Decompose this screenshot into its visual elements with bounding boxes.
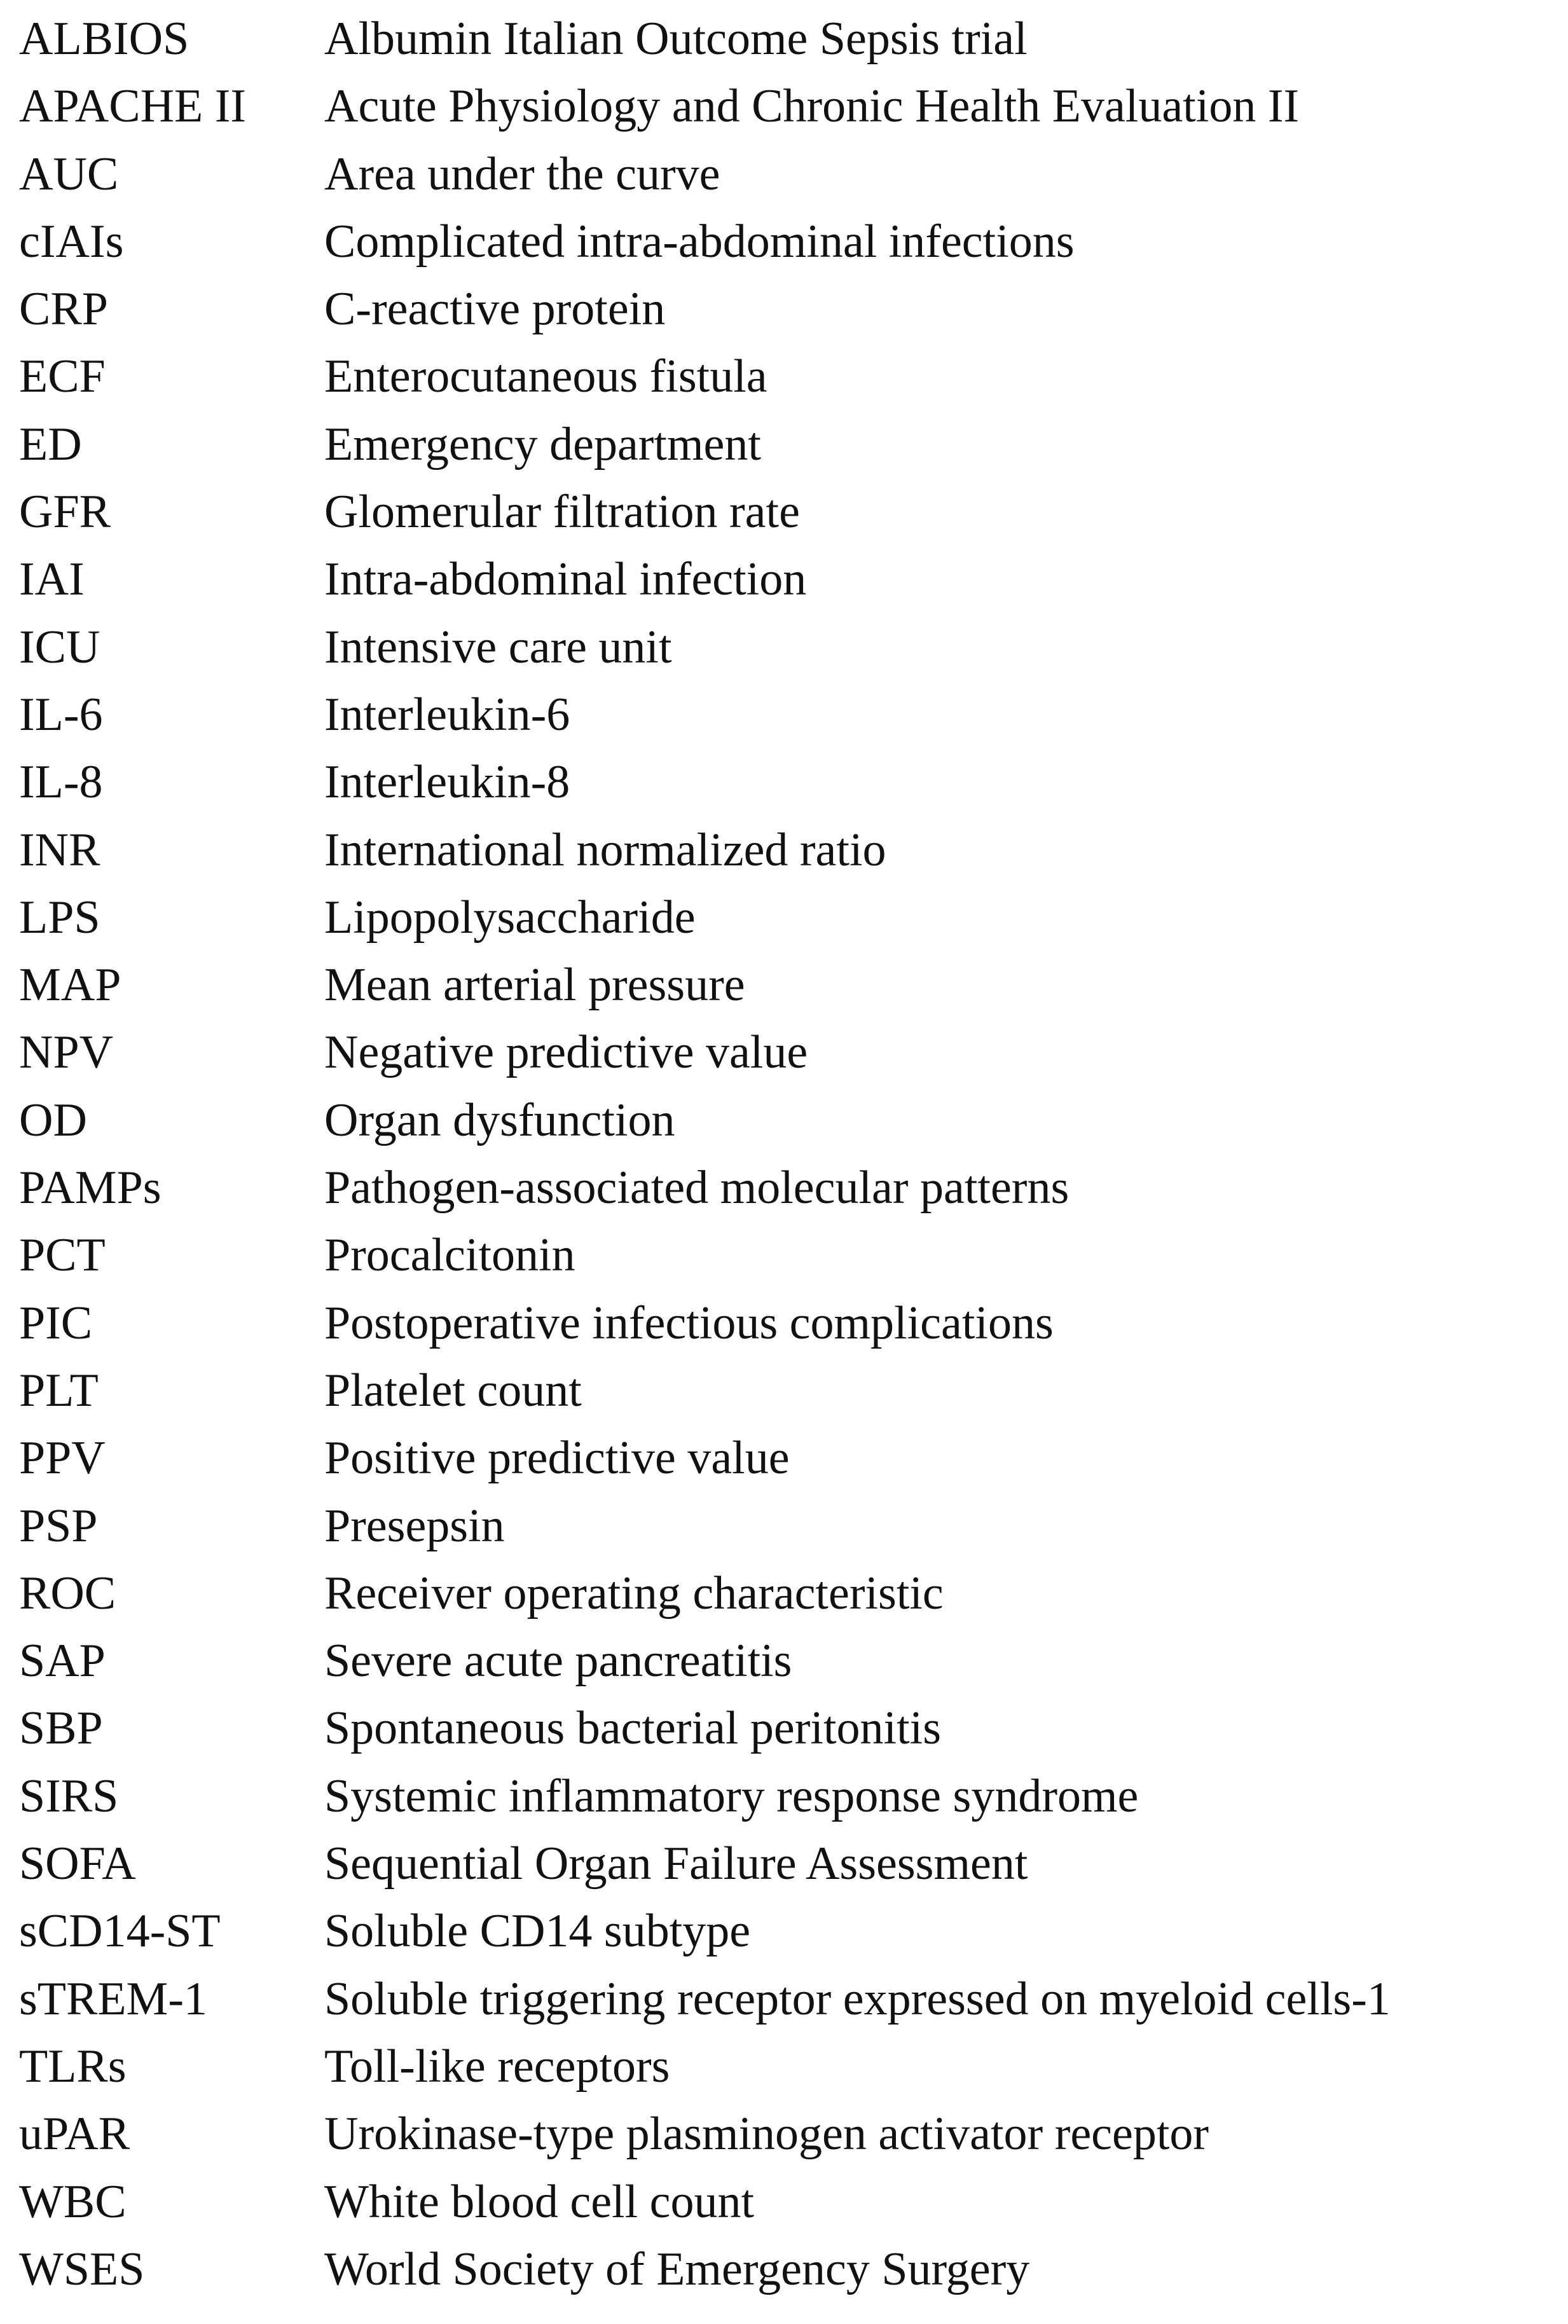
abbreviation-term: WSES [19, 2243, 145, 2295]
abbreviation-definition: Negative predictive value [324, 1026, 808, 1079]
abbreviation-term: MAP [19, 959, 121, 1012]
abbreviation-definition: White blood cell count [324, 2175, 755, 2228]
abbreviation-term: OD [19, 1094, 87, 1146]
abbreviation-row [19, 5, 1564, 72]
abbreviation-row [19, 546, 1564, 613]
abbreviation-row [19, 1424, 1564, 1492]
abbreviation-row [19, 951, 1564, 1019]
abbreviation-definition: Systemic inflammatory response syndrome [324, 1770, 1139, 1822]
abbreviation-definition: Mean arterial pressure [324, 959, 745, 1012]
abbreviation-term: SIRS [19, 1770, 119, 1822]
abbreviation-definition: International normalized ratio [324, 823, 886, 876]
abbreviation-row [19, 1560, 1564, 1627]
abbreviation-row [19, 208, 1564, 275]
abbreviation-term: cIAIs [19, 215, 124, 268]
abbreviation-row [19, 816, 1564, 884]
abbreviation-row [19, 1492, 1564, 1560]
abbreviation-row [19, 2236, 1564, 2303]
abbreviation-definition: Area under the curve [324, 148, 720, 200]
abbreviation-row [19, 343, 1564, 410]
abbreviation-definition: Soluble CD14 subtype [324, 1905, 751, 1958]
abbreviation-row [19, 614, 1564, 681]
abbreviation-row [19, 72, 1564, 140]
abbreviation-row [19, 1221, 1564, 1289]
abbreviation-row [19, 1357, 1564, 1424]
abbreviation-term: APACHE II [19, 80, 247, 133]
abbreviation-row [19, 1695, 1564, 1762]
abbreviation-row [19, 1289, 1564, 1357]
abbreviation-definition: Postoperative infectious complications [324, 1296, 1054, 1349]
abbreviation-term: IAI [19, 553, 85, 606]
abbreviation-row [19, 681, 1564, 748]
abbreviation-definition: Receiver operating characteristic [324, 1567, 944, 1619]
abbreviation-term: CRP [19, 283, 108, 336]
abbreviation-definition: Lipopolysaccharide [324, 891, 696, 944]
abbreviation-term: PLT [19, 1364, 99, 1417]
abbreviation-definition: Soluble triggering receptor expressed on myeloid cells-1 [324, 1972, 1391, 2025]
abbreviation-definition: Interleukin-6 [324, 688, 570, 741]
abbreviation-definition: Spontaneous bacterial peritonitis [324, 1702, 941, 1755]
abbreviation-definition: Positive predictive value [324, 1432, 790, 1485]
abbreviation-definition: World Society of Emergency Surgery [324, 2243, 1030, 2295]
abbreviation-list [19, 5, 1564, 2303]
abbreviation-row [19, 884, 1564, 951]
abbreviation-term: IL-6 [19, 688, 103, 741]
abbreviation-definition: Procalcitonin [324, 1229, 575, 1282]
abbreviation-row [19, 1965, 1564, 2033]
abbreviation-term: IL-8 [19, 756, 103, 809]
abbreviation-term: LPS [19, 891, 100, 944]
abbreviation-definition: Intra-abdominal infection [324, 553, 807, 606]
abbreviation-row [19, 275, 1564, 343]
abbreviation-definition: Severe acute pancreatitis [324, 1635, 792, 1688]
abbreviation-definition: Acute Physiology and Chronic Health Evaluation II [324, 80, 1300, 133]
abbreviation-definition: Intensive care unit [324, 621, 672, 673]
abbreviation-row [19, 141, 1564, 208]
abbreviation-term: INR [19, 823, 100, 876]
abbreviation-row [19, 1154, 1564, 1221]
abbreviation-row [19, 1897, 1564, 1965]
abbreviation-term: SBP [19, 1702, 103, 1755]
abbreviation-term: NPV [19, 1026, 114, 1079]
abbreviation-term: PPV [19, 1432, 106, 1485]
abbreviation-definition: C-reactive protein [324, 283, 666, 336]
abbreviation-definition: Emergency department [324, 418, 761, 471]
abbreviation-row [19, 748, 1564, 816]
abbreviation-term: AUC [19, 148, 119, 200]
abbreviation-term: sTREM-1 [19, 1972, 207, 2025]
abbreviation-row [19, 1019, 1564, 1086]
abbreviation-term: WBC [19, 2175, 127, 2228]
abbreviation-definition: Presepsin [324, 1499, 505, 1552]
abbreviation-term: ED [19, 418, 82, 471]
abbreviation-row [19, 2100, 1564, 2168]
abbreviation-definition: Glomerular filtration rate [324, 486, 800, 539]
abbreviation-term: GFR [19, 486, 111, 539]
abbreviation-definition: Pathogen-associated molecular patterns [324, 1162, 1069, 1214]
abbreviation-row [19, 1087, 1564, 1154]
abbreviation-definition: Sequential Organ Failure Assessment [324, 1838, 1028, 1890]
abbreviation-definition: Albumin Italian Outcome Sepsis trial [324, 13, 1028, 65]
abbreviation-row [19, 1763, 1564, 1830]
abbreviation-term: ICU [19, 621, 100, 673]
abbreviation-definition: Enterocutaneous fistula [324, 350, 767, 403]
abbreviation-row [19, 2168, 1564, 2236]
abbreviation-term: TLRs [19, 2040, 127, 2093]
abbreviation-row [19, 1627, 1564, 1695]
abbreviation-definition: Platelet count [324, 1364, 582, 1417]
abbreviation-row [19, 478, 1564, 546]
abbreviation-definition: Toll-like receptors [324, 2040, 670, 2093]
abbreviation-term: SAP [19, 1635, 106, 1688]
abbreviation-definition: Interleukin-8 [324, 756, 570, 809]
abbreviation-term: uPAR [19, 2108, 130, 2161]
abbreviation-term: SOFA [19, 1838, 136, 1890]
abbreviation-definition: Complicated intra-abdominal infections [324, 215, 1075, 268]
abbreviation-term: PAMPs [19, 1162, 162, 1214]
abbreviation-term: PCT [19, 1229, 106, 1282]
abbreviation-definition: Urokinase-type plasminogen activator receptor [324, 2108, 1209, 2161]
abbreviation-definition: Organ dysfunction [324, 1094, 675, 1146]
abbreviation-term: PSP [19, 1499, 98, 1552]
abbreviation-row [19, 411, 1564, 478]
abbreviation-term: ROC [19, 1567, 116, 1619]
abbreviation-row [19, 2033, 1564, 2100]
abbreviation-term: ALBIOS [19, 13, 189, 65]
abbreviation-term: ECF [19, 350, 106, 403]
abbreviation-row [19, 1830, 1564, 1897]
abbreviation-term: PIC [19, 1296, 93, 1349]
abbreviation-term: sCD14-ST [19, 1905, 221, 1958]
